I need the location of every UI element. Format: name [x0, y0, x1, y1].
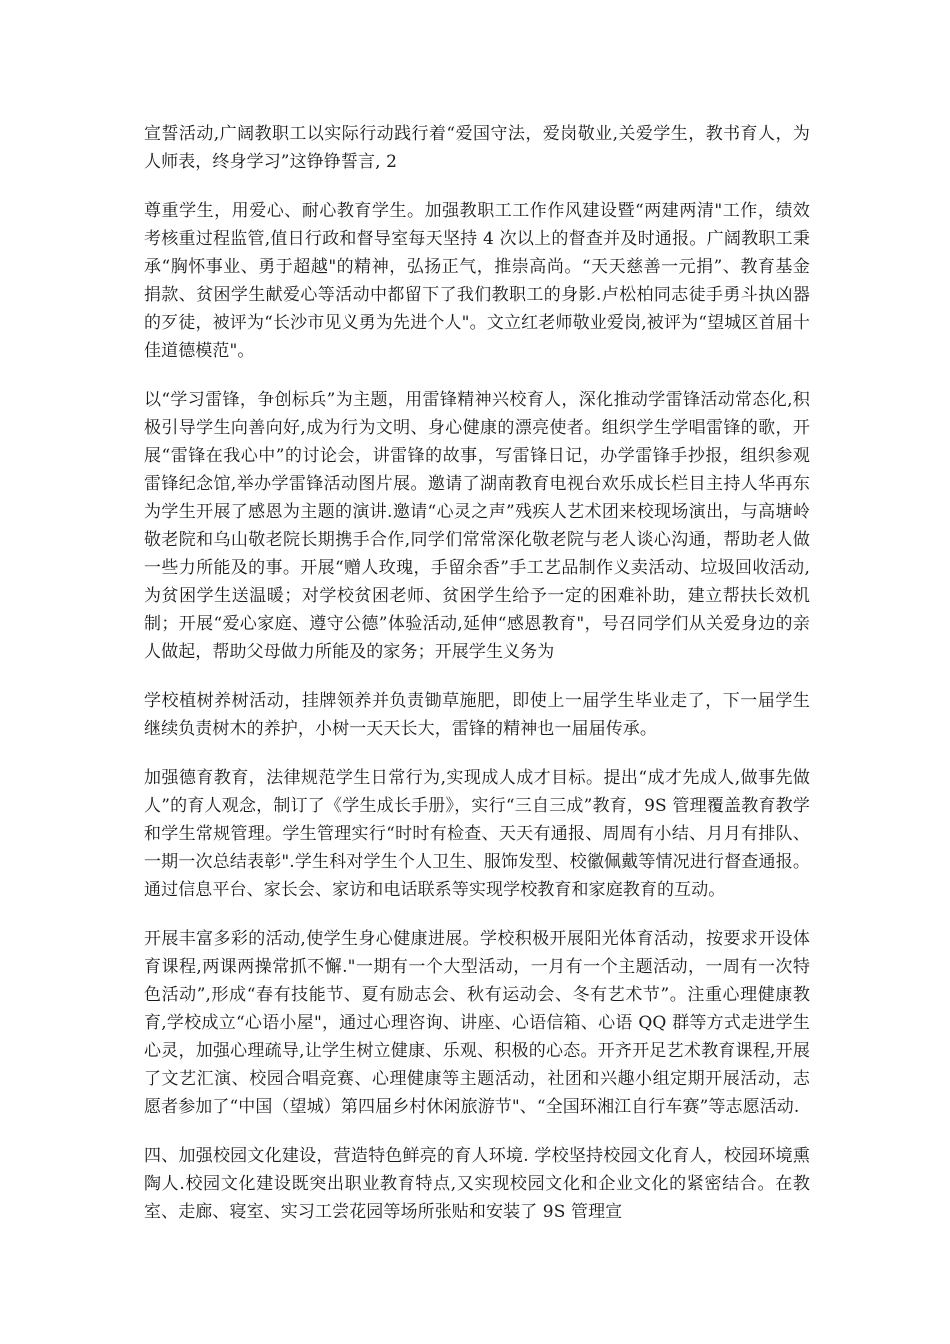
paragraph-4: 学校植树养树活动，挂牌领养并负责锄草施肥，即使上一届学生毕业走了，下一届学生继续负责树木的养护，小树一天天长大，雷锋的精神也一届届传承。 [144, 691, 810, 739]
paragraph-1: 宣誓活动,广阔教职工以实际行动践行着“爱国守法，爱岗敬业,关爱学生，教书育人，为人师表，终身学习”这铮铮誓言, 2 [144, 124, 810, 172]
paragraph-3: 以“学习雷锋，争创标兵”为主题，用雷锋精神兴校育人，深化推动学雷锋活动常态化,积极引导学生向善向好,成为行为文明、身心健康的漂亮使者。组织学生学唱雷锋的歌，开展“雷锋在我心中”的讨论会，讲雷锋的故事，写雷锋日记，办学雷锋手抄报，组织参观雷锋纪念馆,举办学雷锋活动图片展。邀请了湖南教育电视台欢乐成长栏目主持人华再东为学生开展了感恩为主题的演讲.邀请“心灵之声”残疾人艺术团来校现场演出，与高塘岭敬老院和乌山敬老院长期携手合作,同学们常常深化敬老院与老人谈心沟通，帮助老人做一些力所能及的事。开展“赠人玫瑰，手留余香”手工艺品制作义卖活动、垃圾回收活动,为贫困学生送温暖；对学校贫困老师、贫困学生给予一定的困难补助，建立帮扶长效机制；开展“爱心家庭、遵守公德”体验活动,延伸“感恩教育"，号召同学们从关爱身边的亲人做起，帮助父母做力所能及的家务；开展学生义务为 [144, 390, 810, 662]
paragraph-2: 尊重学生，用爱心、耐心教育学生。加强教职工工作作风建设暨“两建两清"工作，绩效考核重过程监管,值日行政和督导室每天坚持 4 次以上的督查并及时通报。广阔教职工秉承“胸怀事业、勇于超越"的精神，弘扬正气，推崇高尚。“天天慈善一元捐”、教育基金捐款、贫困学生献爱心等活动中都留下了我们教职工的身影.卢松柏同志徒手勇斗执凶器的歹徒，被评为“长沙市见义勇为先进个人"。文立红老师敬业爱岗,被评为“望城区首届十佳道德模范"。 [144, 201, 810, 361]
paragraph-7: 四、加强校园文化建设，营造特色鲜亮的育人环境. 学校坚持校园文化育人，校园环境熏陶人.校园文化建设既突出职业教育特点,又实现校园文化和企业文化的紧密结合。在教室、走廊、寝室、实习工尝花园等场所张贴和安装了 9S 管理宣 [144, 1146, 810, 1222]
document-body [144, 120, 810, 1247]
paragraph-6: 开展丰富多彩的活动,使学生身心健康进展。学校积极开展阳光体育活动，按要求开设体育课程,两课两操常抓不懈."一期有一个大型活动，一月有一个主题活动，一周有一次特色活动”,形成“春有技能节、夏有励志会、秋有运动会、冬有艺术节”。注重心理健康教育,学校成立“心语小屋"，通过心理咨询、讲座、心语信箱、心语 QQ 群等方式走进学生心灵，加强心理疏导,让学生树立健康、乐观、积极的心态。开齐开足艺术教育课程,开展了文艺汇演、校园合唱竞赛、心理健康等主题活动，社团和兴趣小组定期开展活动，志愿者参加了“中国（望城）第四届乡村休闲旅游节"、“全国环湘江自行车赛”等志愿活动. [144, 929, 810, 1117]
paragraph-5: 加强德育教育，法律规范学生日常行为,实现成人成才目标。提出“成才先成人,做事先做人”的育人观念，制订了《学生成长手册》，实行“三自三成”教育，9S 管理覆盖教育教学和学生常规管理。学生管理实行“时时有检查、天天有通报、周周有小结、月月有排队、一期一次总结表彰".学生科对学生个人卫生、服饰发型、校徽佩戴等情况进行督查通报。通过信息平台、家长会、家访和电话联系等实现学校教育和家庭教育的互动。 [144, 768, 810, 900]
